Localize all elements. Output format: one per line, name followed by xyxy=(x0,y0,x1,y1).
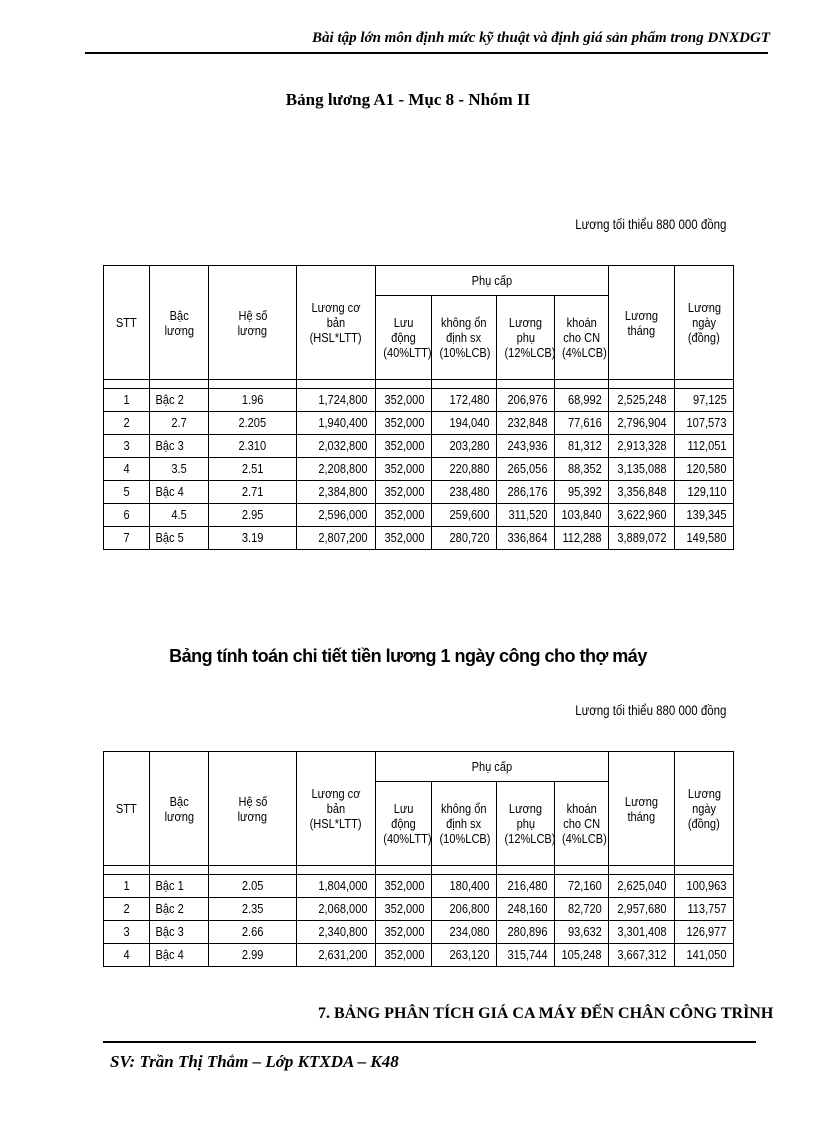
header-khoan-cho-cn: khoán cho CN (4%LCB) xyxy=(555,782,609,866)
cell-luu-dong: 352,000 xyxy=(376,527,432,550)
spacer-cell xyxy=(609,380,675,389)
table-row xyxy=(104,481,734,504)
table2-body xyxy=(104,866,734,967)
spacer-row xyxy=(104,380,734,389)
cell-stt: 3 xyxy=(104,921,150,944)
spacer-cell xyxy=(555,866,609,875)
header-luong-ngay: Lương ngày (đồng) xyxy=(675,266,734,380)
spacer-cell xyxy=(150,866,209,875)
cell-stt: 4 xyxy=(104,944,150,967)
cell-luong-co-ban: 2,807,200 xyxy=(297,527,376,550)
cell-luong-phu: 243,936 xyxy=(497,435,555,458)
spacer-cell xyxy=(609,866,675,875)
header-phu-cap: Phụ cấp xyxy=(376,752,609,782)
cell-luong-ngay: 126,977 xyxy=(675,921,734,944)
cell-khong-on-dinh: 263,120 xyxy=(432,944,497,967)
cell-luu-dong: 352,000 xyxy=(376,944,432,967)
cell-khong-on-dinh: 180,400 xyxy=(432,875,497,898)
cell-luong-phu: 286,176 xyxy=(497,481,555,504)
header-luong-phu: Lương phụ (12%LCB) xyxy=(497,782,555,866)
spacer-cell xyxy=(432,380,497,389)
table1-header xyxy=(104,266,734,380)
cell-luong-phu: 336,864 xyxy=(497,527,555,550)
spacer-row xyxy=(104,866,734,875)
spacer-cell xyxy=(675,380,734,389)
cell-bac-luong: 3.5 xyxy=(150,458,209,481)
cell-luong-thang: 3,301,408 xyxy=(609,921,675,944)
table1-note: Lương tối thiểu 880 000 đồng xyxy=(574,216,726,232)
cell-bac-luong: Bậc 3 xyxy=(150,921,209,944)
table-row xyxy=(104,898,734,921)
cell-khong-on-dinh: 194,040 xyxy=(432,412,497,435)
cell-luu-dong: 352,000 xyxy=(376,898,432,921)
table1-title: Bảng lương A1 - Mục 8 - Nhóm II xyxy=(285,90,531,109)
header-phu-cap: Phụ cấp xyxy=(376,266,609,296)
header-luong-thang: Lương tháng xyxy=(609,266,675,380)
cell-luong-co-ban: 2,384,800 xyxy=(297,481,376,504)
cell-luong-ngay: 139,345 xyxy=(675,504,734,527)
salary-table-2 xyxy=(103,751,734,967)
table2-note: Lương tối thiểu 880 000 đồng xyxy=(574,702,726,718)
cell-bac-luong: Bậc 2 xyxy=(150,389,209,412)
spacer-cell xyxy=(209,380,297,389)
cell-stt: 3 xyxy=(104,435,150,458)
cell-luong-phu: 311,520 xyxy=(497,504,555,527)
table-row xyxy=(104,435,734,458)
cell-stt: 6 xyxy=(104,504,150,527)
cell-luong-phu: 315,744 xyxy=(497,944,555,967)
cell-khoan-cho-cn: 77,616 xyxy=(555,412,609,435)
spacer-cell xyxy=(104,866,150,875)
cell-stt: 5 xyxy=(104,481,150,504)
cell-luong-ngay: 120,580 xyxy=(675,458,734,481)
cell-luong-co-ban: 2,631,200 xyxy=(297,944,376,967)
table-row xyxy=(104,921,734,944)
spacer-cell xyxy=(376,866,432,875)
cell-bac-luong: Bậc 4 xyxy=(150,944,209,967)
cell-luong-phu: 232,848 xyxy=(497,412,555,435)
cell-bac-luong: Bậc 2 xyxy=(150,898,209,921)
table2-title: Bảng tính toán chi tiết tiền lương 1 ngày công cho thợ máy xyxy=(169,646,647,666)
cell-luong-thang: 2,913,328 xyxy=(609,435,675,458)
table-row xyxy=(104,527,734,550)
cell-khoan-cho-cn: 105,248 xyxy=(555,944,609,967)
table-row xyxy=(104,412,734,435)
cell-luong-co-ban: 2,068,000 xyxy=(297,898,376,921)
cell-stt: 1 xyxy=(104,875,150,898)
header-stt: STT xyxy=(104,752,150,866)
cell-luu-dong: 352,000 xyxy=(376,921,432,944)
spacer-cell xyxy=(209,866,297,875)
header-khoan-cho-cn: khoán cho CN (4%LCB) xyxy=(555,296,609,380)
cell-he-so: 2.205 xyxy=(209,412,297,435)
spacer-cell xyxy=(555,380,609,389)
cell-khong-on-dinh: 206,800 xyxy=(432,898,497,921)
cell-khoan-cho-cn: 82,720 xyxy=(555,898,609,921)
header-khong-on-dinh: không ổn định sx (10%LCB) xyxy=(432,782,497,866)
cell-khong-on-dinh: 259,600 xyxy=(432,504,497,527)
cell-luu-dong: 352,000 xyxy=(376,504,432,527)
cell-luong-ngay: 113,757 xyxy=(675,898,734,921)
header-luong-co-ban: Lương cơ bản (HSL*LTT) xyxy=(297,266,376,380)
cell-luong-co-ban: 2,032,800 xyxy=(297,435,376,458)
header-he-so-luong: Hệ số lương xyxy=(209,752,297,866)
header-luong-thang: Lương tháng xyxy=(609,752,675,866)
table1-body xyxy=(104,380,734,550)
table-row xyxy=(104,875,734,898)
cell-luong-co-ban: 1,724,800 xyxy=(297,389,376,412)
cell-luong-thang: 3,622,960 xyxy=(609,504,675,527)
spacer-cell xyxy=(150,380,209,389)
cell-khoan-cho-cn: 88,352 xyxy=(555,458,609,481)
cell-he-so: 3.19 xyxy=(209,527,297,550)
cell-luong-thang: 2,796,904 xyxy=(609,412,675,435)
cell-luong-thang: 3,667,312 xyxy=(609,944,675,967)
cell-khoan-cho-cn: 68,992 xyxy=(555,389,609,412)
cell-luong-thang: 2,957,680 xyxy=(609,898,675,921)
cell-luong-co-ban: 1,940,400 xyxy=(297,412,376,435)
spacer-cell xyxy=(297,866,376,875)
cell-luong-ngay: 112,051 xyxy=(675,435,734,458)
header-bac-luong: Bậc lương xyxy=(150,266,209,380)
cell-luong-thang: 3,135,088 xyxy=(609,458,675,481)
cell-he-so: 2.51 xyxy=(209,458,297,481)
header-rule xyxy=(85,52,768,54)
cell-khoan-cho-cn: 81,312 xyxy=(555,435,609,458)
header-row-top xyxy=(104,266,734,296)
cell-stt: 7 xyxy=(104,527,150,550)
header-luu-dong: Lưu động (40%LTT) xyxy=(376,782,432,866)
cell-he-so: 2.310 xyxy=(209,435,297,458)
cell-luu-dong: 352,000 xyxy=(376,481,432,504)
table2-header xyxy=(104,752,734,866)
spacer-cell xyxy=(675,866,734,875)
header-row-top xyxy=(104,752,734,782)
cell-luong-phu: 265,056 xyxy=(497,458,555,481)
header-luu-dong: Lưu động (40%LTT) xyxy=(376,296,432,380)
cell-luong-thang: 2,625,040 xyxy=(609,875,675,898)
cell-khong-on-dinh: 238,480 xyxy=(432,481,497,504)
cell-khoan-cho-cn: 72,160 xyxy=(555,875,609,898)
cell-luong-ngay: 97,125 xyxy=(675,389,734,412)
cell-khong-on-dinh: 234,080 xyxy=(432,921,497,944)
cell-luong-ngay: 149,580 xyxy=(675,527,734,550)
cell-luong-ngay: 107,573 xyxy=(675,412,734,435)
spacer-cell xyxy=(376,380,432,389)
cell-khong-on-dinh: 203,280 xyxy=(432,435,497,458)
cell-luong-phu: 216,480 xyxy=(497,875,555,898)
cell-luong-co-ban: 2,340,800 xyxy=(297,921,376,944)
cell-luu-dong: 352,000 xyxy=(376,389,432,412)
table-row xyxy=(104,944,734,967)
cell-luong-phu: 206,976 xyxy=(497,389,555,412)
cell-luu-dong: 352,000 xyxy=(376,435,432,458)
cell-luong-phu: 280,896 xyxy=(497,921,555,944)
cell-khong-on-dinh: 172,480 xyxy=(432,389,497,412)
table-row xyxy=(104,389,734,412)
cell-he-so: 2.99 xyxy=(209,944,297,967)
cell-khoan-cho-cn: 112,288 xyxy=(555,527,609,550)
header-he-so-luong: Hệ số lương xyxy=(209,266,297,380)
cell-he-so: 2.05 xyxy=(209,875,297,898)
cell-stt: 2 xyxy=(104,898,150,921)
header-luong-co-ban: Lương cơ bản (HSL*LTT) xyxy=(297,752,376,866)
header-bac-luong: Bậc lương xyxy=(150,752,209,866)
footer-rule xyxy=(103,1041,756,1043)
cell-luong-co-ban: 2,596,000 xyxy=(297,504,376,527)
cell-luong-co-ban: 1,804,000 xyxy=(297,875,376,898)
cell-khoan-cho-cn: 93,632 xyxy=(555,921,609,944)
spacer-cell xyxy=(104,380,150,389)
header-stt: STT xyxy=(104,266,150,380)
cell-bac-luong: Bậc 4 xyxy=(150,481,209,504)
cell-bac-luong: 2.7 xyxy=(150,412,209,435)
spacer-cell xyxy=(497,380,555,389)
cell-bac-luong: 4.5 xyxy=(150,504,209,527)
cell-stt: 4 xyxy=(104,458,150,481)
table-row xyxy=(104,504,734,527)
cell-luong-thang: 3,889,072 xyxy=(609,527,675,550)
cell-luong-phu: 248,160 xyxy=(497,898,555,921)
cell-he-so: 1.96 xyxy=(209,389,297,412)
cell-he-so: 2.95 xyxy=(209,504,297,527)
cell-khoan-cho-cn: 95,392 xyxy=(555,481,609,504)
cell-he-so: 2.35 xyxy=(209,898,297,921)
cell-luong-co-ban: 2,208,800 xyxy=(297,458,376,481)
cell-khoan-cho-cn: 103,840 xyxy=(555,504,609,527)
cell-khong-on-dinh: 280,720 xyxy=(432,527,497,550)
cell-luu-dong: 352,000 xyxy=(376,875,432,898)
header-luong-ngay: Lương ngày (đồng) xyxy=(675,752,734,866)
cell-he-so: 2.71 xyxy=(209,481,297,504)
cell-stt: 1 xyxy=(104,389,150,412)
table-row xyxy=(104,458,734,481)
spacer-cell xyxy=(432,866,497,875)
header-khong-on-dinh: không ổn định sx (10%LCB) xyxy=(432,296,497,380)
footer-text: SV: Trần Thị Thắm – Lớp KTXDA – K48 xyxy=(110,1052,399,1071)
cell-bac-luong: Bậc 5 xyxy=(150,527,209,550)
cell-khong-on-dinh: 220,880 xyxy=(432,458,497,481)
cell-luu-dong: 352,000 xyxy=(376,458,432,481)
salary-table-1 xyxy=(103,265,734,550)
header-luong-phu: Lương phụ (12%LCB) xyxy=(497,296,555,380)
cell-luu-dong: 352,000 xyxy=(376,412,432,435)
cell-luong-ngay: 141,050 xyxy=(675,944,734,967)
cell-bac-luong: Bậc 3 xyxy=(150,435,209,458)
spacer-cell xyxy=(497,866,555,875)
header-text: Bài tập lớn môn định mức kỹ thuật và định giá sản phẩm trong DNXDGT xyxy=(312,30,770,46)
spacer-cell xyxy=(297,380,376,389)
cell-luong-ngay: 100,963 xyxy=(675,875,734,898)
cell-luong-ngay: 129,110 xyxy=(675,481,734,504)
section-title: 7. BẢNG PHÂN TÍCH GIÁ CA MÁY ĐẾN CHÂN CÔNG TRÌNH xyxy=(318,1005,774,1022)
cell-bac-luong: Bậc 1 xyxy=(150,875,209,898)
cell-luong-thang: 2,525,248 xyxy=(609,389,675,412)
cell-he-so: 2.66 xyxy=(209,921,297,944)
cell-luong-thang: 3,356,848 xyxy=(609,481,675,504)
cell-stt: 2 xyxy=(104,412,150,435)
